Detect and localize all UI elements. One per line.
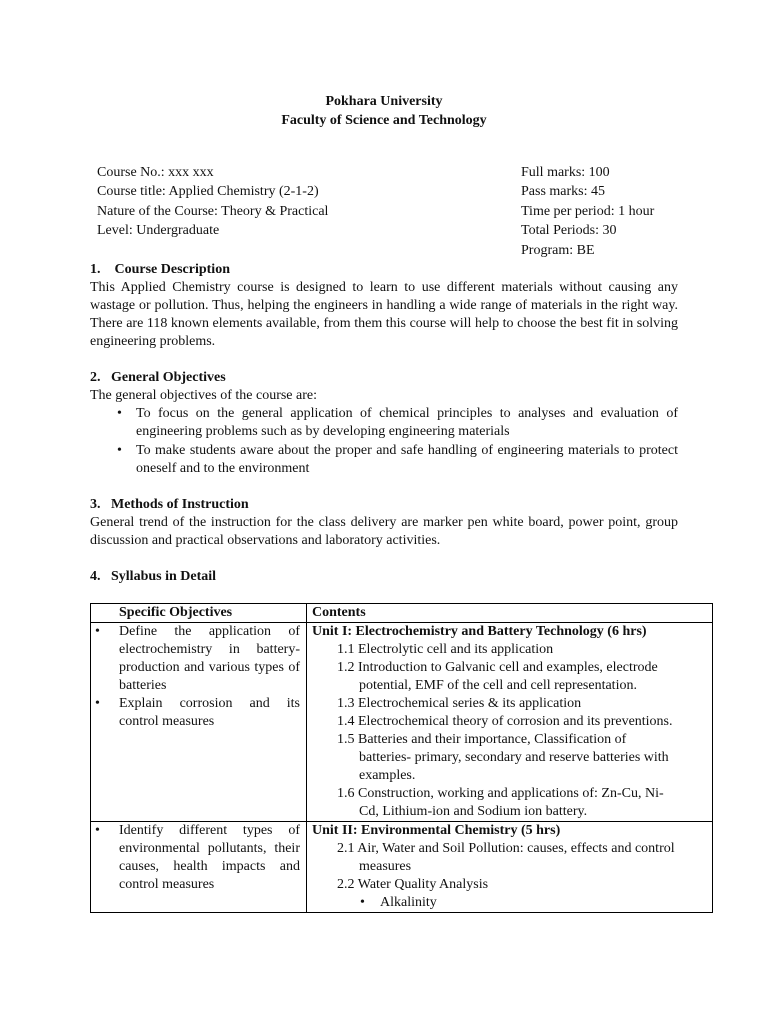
- section-heading-methods: 3. Methods of Instruction: [90, 497, 249, 512]
- content-item: [307, 840, 712, 876]
- objective-text: Explain corrosion and its control measures: [119, 696, 300, 729]
- section-heading-syllabus: 4. Syllabus in Detail: [90, 569, 217, 584]
- methods-text: General trend of the instruction for the class delivery are marker pen white board, power point, group discussion and practical observations and laboratory activities.: [90, 515, 678, 548]
- course-level: Level: Undergraduate: [97, 223, 220, 238]
- full-marks: Full marks: 100: [521, 165, 610, 180]
- course-title: Course title: Applied Chemistry (2-1-2): [97, 184, 319, 199]
- objectives-cell: [91, 822, 307, 913]
- content-item-text: 2.2 Water Quality Analysis: [337, 877, 489, 892]
- total-periods: Total Periods: 30: [521, 223, 617, 238]
- content-item: [307, 641, 712, 659]
- section-heading-general-objectives: 2. General Objectives: [90, 370, 226, 385]
- objective-bullet: [91, 695, 306, 731]
- content-item-continuation: Cd, Lithium-ion and Sodium ion battery.: [359, 804, 588, 819]
- objective-text: Identify different types of environmental pollutants, their causes, health impacts and control measures: [119, 823, 300, 892]
- bullet-icon: •: [95, 624, 100, 639]
- objective-bullet: [91, 623, 306, 695]
- content-item-continuation: potential, EMF of the cell and cell representation.: [359, 678, 637, 693]
- course-description-text: This Applied Chemistry course is designed to learn to use different materials without causing any wastage or pollution. Thus, helping the engineers in handling a wide range of materials in the right way. There are 118 known elements available, from them this course will help to choose the best fit in solving engineering problems.: [90, 280, 678, 349]
- content-item: [307, 785, 712, 821]
- content-sub-bullet-text: Alkalinity: [380, 895, 437, 910]
- content-item: [307, 695, 712, 713]
- university-title: Pokhara University: [325, 94, 443, 109]
- contents-cell: [307, 623, 713, 822]
- column-header-contents: Contents: [307, 604, 713, 623]
- content-item-text: 1.5 Batteries and their importance, Classification of: [337, 732, 627, 747]
- program: Program: BE: [521, 243, 595, 258]
- objectives-intro: The general objectives of the course are:: [90, 388, 318, 403]
- content-item: [307, 713, 712, 731]
- unit-title: Unit I: Electrochemistry and Battery Technology (6 hrs): [312, 624, 647, 639]
- objective-item: To focus on the general application of chemical principles to analyses and evaluation of engineering problems such as by developing engineering materials: [136, 406, 678, 439]
- bullet-icon: •: [360, 895, 365, 910]
- course-number: Course No.: xxx xxx: [97, 165, 214, 180]
- content-item-text: 1.2 Introduction to Galvanic cell and examples, electrode: [337, 660, 658, 675]
- bullet-icon: •: [95, 823, 100, 838]
- bullet-icon: •: [117, 443, 122, 458]
- content-sub-bullet: [307, 894, 712, 912]
- section-heading-course-description: 1. Course Description: [90, 262, 230, 277]
- content-item-text: 1.6 Construction, working and applications of: Zn-Cu, Ni-: [337, 786, 664, 801]
- pass-marks: Pass marks: 45: [521, 184, 605, 199]
- objective-bullet: [91, 822, 306, 894]
- bullet-icon: •: [95, 696, 100, 711]
- table-row: [91, 822, 713, 913]
- content-item-text: 1.3 Electrochemical series & its application: [337, 696, 582, 711]
- syllabus-table: [90, 603, 713, 913]
- unit-title: Unit II: Environmental Chemistry (5 hrs): [312, 823, 561, 838]
- content-item: [307, 876, 712, 894]
- contents-cell: [307, 822, 713, 913]
- content-item-text: 2.1 Air, Water and Soil Pollution: causes, effects and control: [337, 841, 675, 856]
- content-item-text: 1.1 Electrolytic cell and its application: [337, 642, 554, 657]
- objective-item: To make students aware about the proper and safe handling of engineering materials to protect oneself and to the environment: [136, 443, 678, 476]
- content-item-continuation: measures: [359, 859, 412, 874]
- objective-text: Define the application of electrochemistry in battery-production and various types of batteries: [119, 624, 300, 693]
- content-item: [307, 659, 712, 695]
- bullet-icon: •: [117, 406, 122, 421]
- objectives-cell: [91, 623, 307, 822]
- column-header-objectives: Specific Objectives: [91, 604, 307, 623]
- time-per-period: Time per period: 1 hour: [521, 204, 655, 219]
- table-header-row: [91, 604, 713, 623]
- table-row: [91, 623, 713, 822]
- faculty-title: Faculty of Science and Technology: [281, 113, 487, 128]
- content-item-text: 1.4 Electrochemical theory of corrosion and its preventions.: [337, 714, 673, 729]
- course-nature: Nature of the Course: Theory & Practical: [97, 204, 329, 219]
- content-item: [307, 731, 712, 785]
- content-item-continuation: batteries- primary, secondary and reserve batteries with examples.: [359, 750, 669, 783]
